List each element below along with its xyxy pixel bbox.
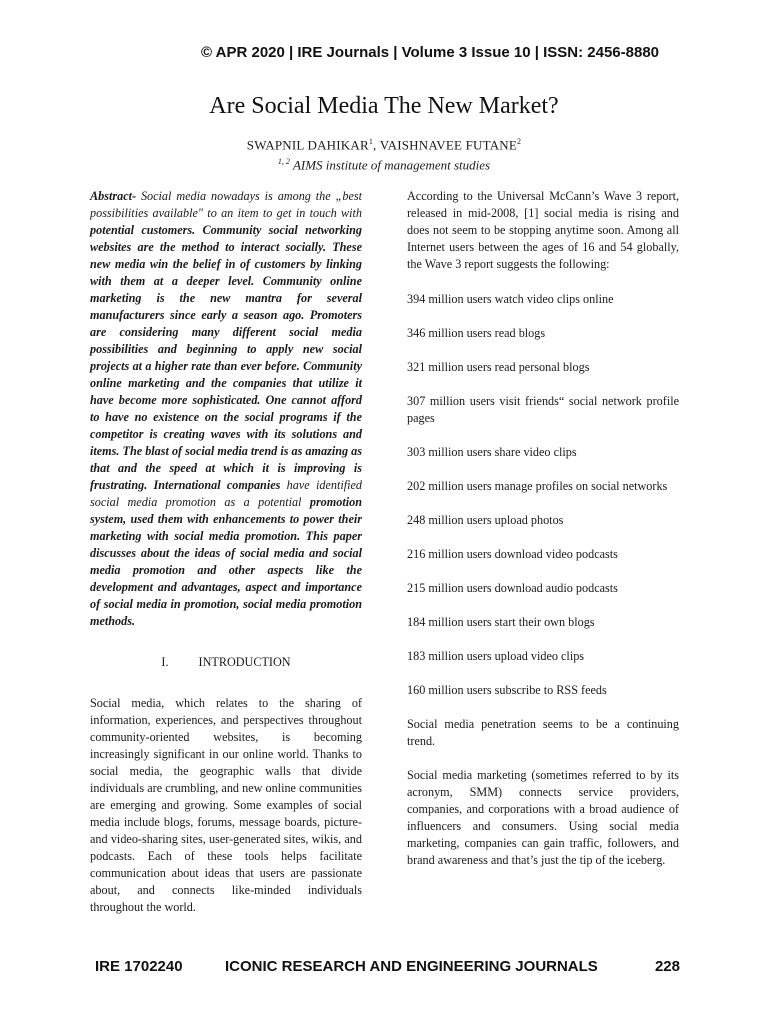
statistic-item: 394 million users watch video clips online bbox=[407, 292, 614, 306]
journal-citation-header: © APR 2020 | IRE Journals | Volume 3 Issue 10 | ISSN: 2456-8880 bbox=[200, 44, 659, 61]
smm-paragraph: Social media marketing (sometimes referred to by its acronym, SMM) connects service providers, companies, and corporations with a broad audience of influencers and consumers. Using social media marketing, companies can gain traffic, followers, and brand awareness and that’s just the tip of the iceberg. bbox=[407, 768, 679, 867]
statistic-item: 346 million users read blogs bbox=[407, 326, 546, 340]
statistic-item: 202 million users manage profiles on social networks bbox=[407, 479, 668, 493]
author-separator: , bbox=[373, 137, 380, 153]
author-name: SWAPNIL DAHIKAR bbox=[246, 137, 369, 153]
left-column bbox=[90, 188, 362, 916]
statistic-item: 307 million users visit friends“ social network profile pages bbox=[407, 394, 679, 425]
statistic-item: 215 million users download audio podcasts bbox=[407, 581, 618, 595]
section-title: INTRODUCTION bbox=[198, 655, 291, 669]
author-affiliation-mark: 2 bbox=[517, 137, 522, 146]
statistic-item: 321 million users read personal blogs bbox=[407, 360, 590, 374]
footer-journal-name: ICONIC RESEARCH AND ENGINEERING JOURNALS bbox=[225, 958, 598, 975]
affiliation bbox=[0, 157, 768, 173]
abstract-text: Social media nowadays is among the „best possibilities available" to an item to get in touch with bbox=[90, 189, 362, 220]
affiliation-mark: 1, 2 bbox=[277, 157, 290, 166]
paper-title: Are Social Media The New Market? bbox=[209, 93, 559, 119]
statistic-item: 183 million users upload video clips bbox=[407, 649, 585, 663]
statistic-item: 303 million users share video clips bbox=[407, 445, 577, 459]
statistic-item: 160 million users subscribe to RSS feeds bbox=[407, 683, 607, 697]
statistic-item: 248 million users upload photos bbox=[407, 513, 564, 527]
penetration-paragraph: Social media penetration seems to be a continuing trend. bbox=[407, 717, 679, 748]
section-heading bbox=[90, 654, 362, 671]
section-number: I. bbox=[161, 655, 169, 669]
abstract bbox=[90, 188, 362, 630]
author-affiliation-mark: 1 bbox=[368, 137, 374, 146]
introduction-paragraph: Social media, which relates to the sharing of information, experiences, and perspectives throughout community-oriented websites, is becoming increasingly significant in our online world. Thanks to social media, the geographic walls that divide individuals are crumbling, and new online communities are emerging and growing. Some examples of social media include blogs, forums, message boards, picture- and video-sharing sites, user-generated sites, wikis, and podcasts. Each of these tools helps facilitate communication about ideas that users are passionate about, and connects like-minded individuals throughout the world. bbox=[90, 696, 362, 914]
page-number: 228 bbox=[654, 958, 680, 975]
author-list bbox=[0, 137, 768, 153]
footer-paper-id: IRE 1702240 bbox=[95, 958, 183, 975]
affiliation-name: AIMS institute of management studies bbox=[292, 157, 491, 173]
abstract-label: Abstract- bbox=[90, 189, 137, 203]
statistic-item: 216 million users download video podcasts bbox=[407, 547, 618, 561]
abstract-text: potential customers. Community social networking websites are the method to interact socially. These new media win the belief in of customers by linking with them at a deeper level. Community online marketing is the new mantra for several manufacturers since early a season ago. Promoters are considering many different social media possibilities and beginning to apply new social projects at a higher rate than ever before. Community online marketing and the companies that utilize it have become more sophisticated. One cannot afford to have no existence on the social programs if the competitor is creating waves with its solutions and items. The blast of social media trend is as amazing as that and the speed at which it is improving is frustrating. International companies bbox=[90, 223, 362, 492]
abstract-text: promotion system, used them with enhancements to power their marketing with social media promotion. This paper discusses about the ideas of social media and social media promotion and other aspects like the development and advantages, aspect and importance of social media in promotion, social media promotion methods. bbox=[90, 495, 362, 628]
right-column bbox=[407, 188, 679, 886]
wave3-intro-paragraph: According to the Universal McCann’s Wave 3 report, released in mid-2008, [1] social media is rising and does not seem to be stopping anytime soon. Among all Internet users between the ages of 16 and 54 globally, the Wave 3 report suggests the following: bbox=[407, 189, 679, 271]
author-name: VAISHNAVEE FUTANE bbox=[379, 137, 518, 153]
statistic-item: 184 million users start their own blogs bbox=[407, 615, 595, 629]
abstract-text: have identified social media promotion as a potential bbox=[90, 478, 362, 509]
